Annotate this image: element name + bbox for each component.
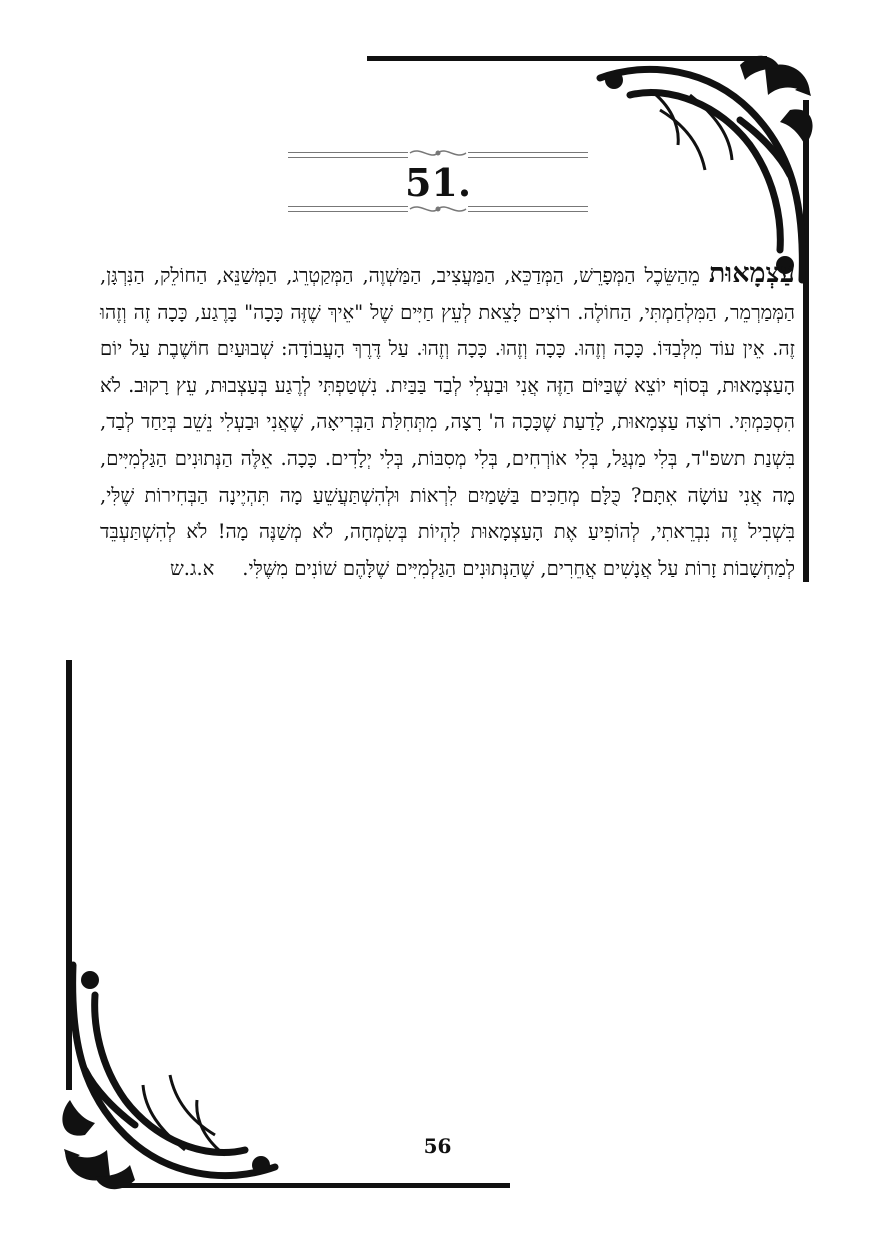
lead-word: עַצְמָאוּת (708, 258, 795, 289)
author-signature: א.ג.ש (170, 556, 215, 580)
body-paragraph (100, 256, 795, 587)
heading-flourish-bottom-icon (408, 202, 468, 216)
body-text: מֵהַשֵּׂכֶל הַמְּפָרֵשׁ, הַמְּדַכֵּא, הַמַּעֲצִיב, הַמַּשְׁוֶה, הַמְּקַטְרֵג, הַמְּשַׁנֵּא, הַחוֹלֵק, הַנִּרְגָּן, הַמְּמַרְמֵר, הַמִּלְחַמְתִּי, הַחוֹלֶה. רוֹצִים לָצֵאת לְעֵץ חַיִּים שֶׁל "אֵיךְ שֶׁזֶּה כָּכָה" בָּרֶגַע, כָּכָה זֶה וְזֶהוּ זֶה. אֵין עוֹד מִלְּבַדּוֹ. כָּכָה וְזֶהוּ. כָּכָה וְזֶהוּ. כָּכָה וְזֶהוּ. עַל דֶּרֶךְ הָעֲבוֹדָה: שְׁבוּעַיִם חוֹשֶׁבֶת עַל יוֹם הָעַצְמָאוּת, בְּסוֹף יוֹצֵא שֶׁבַּיּוֹם הַזֶּה אֲנִי וּבַעְלִי לְבַד בַּבַּיִת. נִשְׁטַפְתִּי לְרֶגַע בְּעַצְבוּת, עֵץ רָקוּב. לֹא הִסְכַּמְתִּי. רוֹצָה עַצְמָאוּת, לָדַעַת שֶׁכָּכָה ה' רָצָה, מִתְּחִלַּת הַבְּרִיאָה, שֶׁאֲנִי וּבַעְלִי נֵשֵׁב בְּיַחַד לְבַד, בִּשְׁנַת תשפ"ד, בְּלִי מַנְגַּל, בְּלִי אוֹרְחִים, בְּלִי מְסִבּוֹת, בְּלִי יְלָדִים. כָּכָה. אֵלֶּה הַנְּתוּנִים הַגַּלְמִיִּים, מָה אֲנִי עוֹשָׂה אִתָּם? כֻּלָּם מְחַכִּים בַּשָּׁמַיִם לִרְאוֹת וּלְהִשְׁתַּעֲשֵׁעַ מָה תִּהְיֶינָה הַבְּחִירוֹת שֶׁלִּי, בִּשְׁבִיל זֶה נִבְרֵאתִי, לְהוֹפִיעַ אֶת הָעַצְמָאוּת לִהְיוֹת בְּשִׂמְחָה, לֹא מְשַׁנֶּה מָה! לֹא לְהִשְׁתַּעְבֵּד לְמַחְשָׁבוֹת זָרוֹת עַל אֲנָשִׁים אֲחֵרִים, שֶׁהַנְּתוּנִים הַגַּלְמִיִּים שֶׁלָּהֶם שׁוֹנִים מִשֶּׁלִּי. (100, 264, 795, 580)
chapter-heading (288, 140, 588, 220)
heading-flourish-top-icon (408, 146, 468, 160)
chapter-number: .51 (404, 160, 472, 205)
page-number: 56 (423, 1134, 452, 1158)
